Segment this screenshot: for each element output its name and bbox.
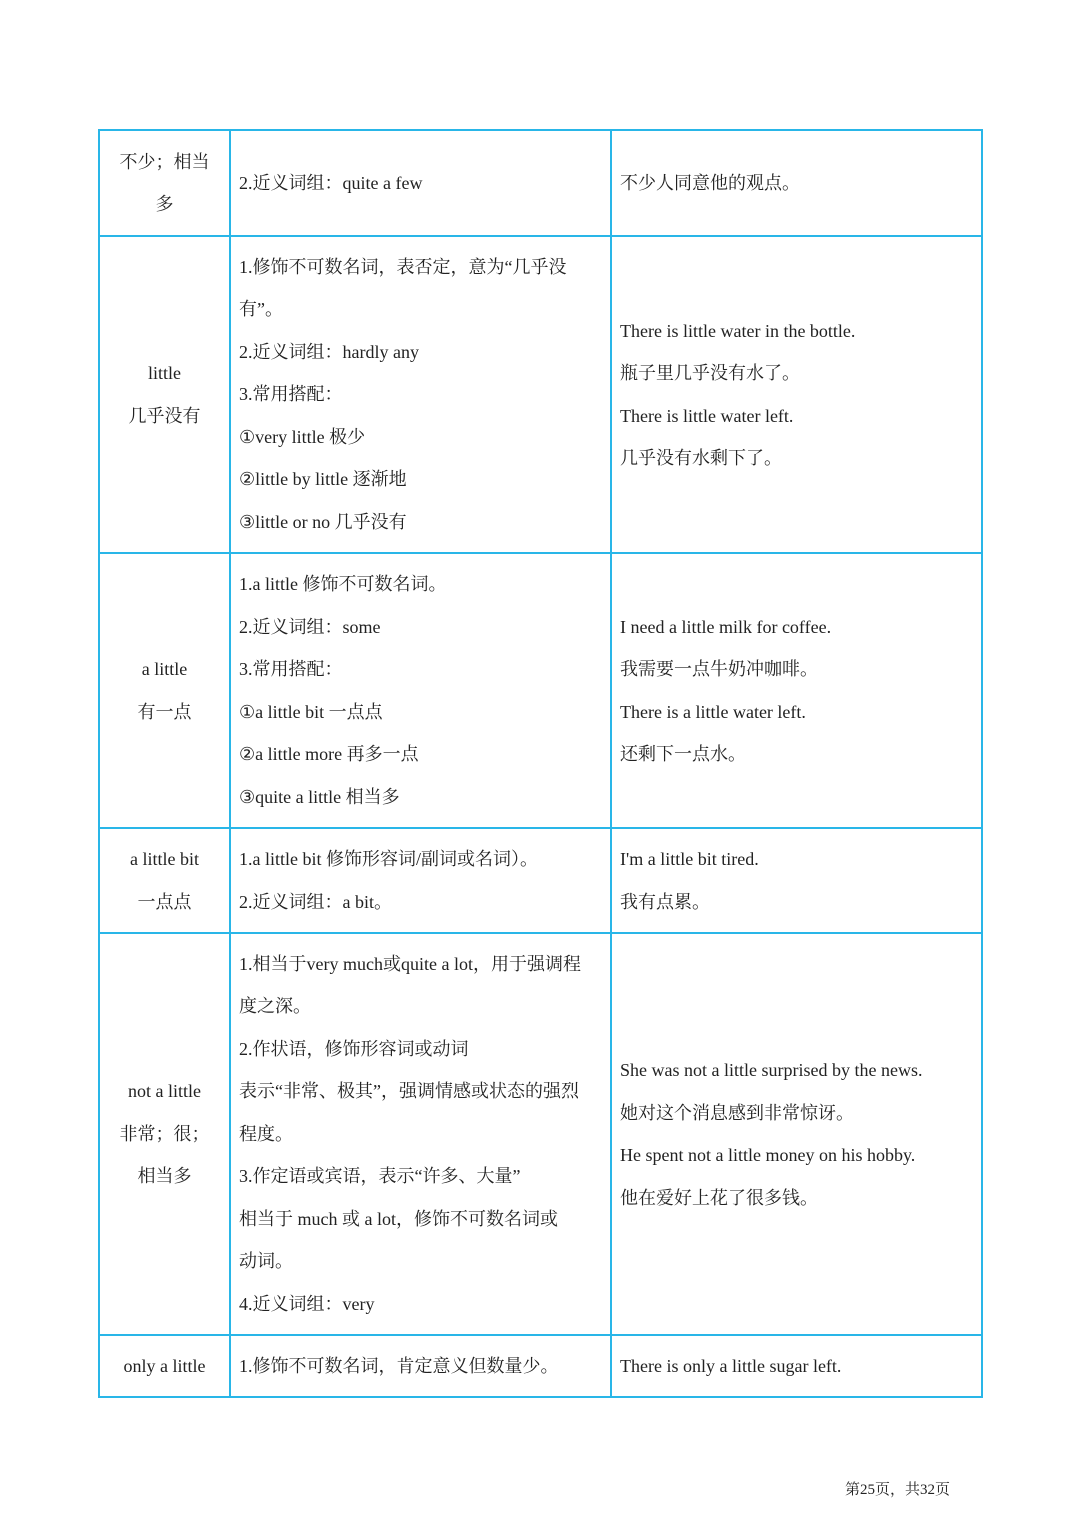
usage-line: 1.修饰不可数名词，肯定意义但数量少。 bbox=[239, 1355, 559, 1376]
usage-line: 动词。 bbox=[239, 1251, 293, 1272]
term-cell bbox=[99, 236, 230, 553]
example-line: 我需要一点牛奶冲咖啡。 bbox=[620, 659, 818, 679]
usage-line: ③little or no 几乎没有 bbox=[239, 511, 407, 532]
example-line: There is little water in the bottle. bbox=[620, 320, 856, 341]
usage-line: 2.作状语，修饰形容词或动词 bbox=[239, 1038, 469, 1059]
usage-cell bbox=[230, 828, 611, 933]
example-cell bbox=[611, 130, 982, 236]
term-line: 几乎没有 bbox=[128, 405, 201, 426]
example-line: He spent not a little money on his hobby. bbox=[620, 1145, 916, 1165]
term-cell bbox=[99, 828, 230, 933]
usage-line: 1.相当于very much或quite a lot，用于强调程 bbox=[239, 953, 581, 974]
page-number: 第25页，共32页 bbox=[845, 1482, 951, 1498]
example-cell bbox=[611, 828, 982, 933]
usage-line: 度之深。 bbox=[239, 996, 311, 1017]
usage-line: 2.近义词组：some bbox=[239, 616, 381, 637]
usage-line: 3.作定语或宾语，表示“许多、大量” bbox=[239, 1166, 521, 1187]
usage-line: 1.a little 修饰不可数名词。 bbox=[239, 574, 447, 594]
term-cell bbox=[99, 933, 230, 1335]
example-line: There is little water left. bbox=[620, 405, 794, 426]
example-cell bbox=[611, 933, 982, 1335]
vocabulary-table bbox=[98, 129, 983, 1398]
term-line: 有一点 bbox=[137, 701, 192, 722]
usage-line: 2.近义词组：hardly any bbox=[239, 341, 419, 362]
table-row bbox=[99, 553, 982, 828]
term-line: not a little bbox=[128, 1081, 201, 1102]
table-row bbox=[99, 828, 982, 933]
example-line: I'm a little bit tired. bbox=[620, 849, 759, 869]
example-line: 还剩下一点水。 bbox=[620, 744, 746, 764]
usage-line: 相当于 much 或 a lot，修饰不可数名词或 bbox=[239, 1208, 558, 1229]
term-cell bbox=[99, 553, 230, 828]
usage-cell bbox=[230, 1335, 611, 1397]
example-line: I need a little milk for coffee. bbox=[620, 616, 832, 637]
usage-line: 3.常用搭配： bbox=[239, 384, 343, 405]
table-row bbox=[99, 1335, 982, 1397]
usage-cell bbox=[230, 130, 611, 236]
usage-line: ②a little more 再多一点 bbox=[239, 744, 419, 764]
example-cell bbox=[611, 236, 982, 553]
usage-line: ②little by little 逐渐地 bbox=[239, 469, 407, 490]
term-cell bbox=[99, 1335, 230, 1397]
example-cell bbox=[611, 1335, 982, 1397]
example-line: There is a little water left. bbox=[620, 701, 806, 722]
table-row bbox=[99, 933, 982, 1335]
usage-line: 2.近义词组：a bit。 bbox=[239, 891, 392, 912]
term-line: 非常；很； bbox=[119, 1123, 210, 1144]
usage-line: 2.近义词组：quite a few bbox=[239, 172, 423, 193]
example-line: 我有点累。 bbox=[620, 891, 710, 912]
usage-line: 表示“非常、极其”，强调情感或状态的强烈 bbox=[239, 1081, 579, 1102]
term-line: 多 bbox=[155, 194, 174, 214]
example-line: 他在爱好上花了很多钱。 bbox=[620, 1187, 818, 1208]
usage-line: 3.常用搭配： bbox=[239, 659, 343, 679]
term-line: a little bit bbox=[130, 849, 199, 869]
term-line: 一点点 bbox=[137, 891, 192, 912]
term-cell bbox=[99, 130, 230, 236]
usage-cell bbox=[230, 553, 611, 828]
usage-line: ③quite a little 相当多 bbox=[239, 786, 400, 807]
usage-line: 有”。 bbox=[239, 299, 283, 320]
example-line: 不少人同意他的观点。 bbox=[620, 172, 800, 193]
example-line: There is only a little sugar left. bbox=[620, 1355, 842, 1376]
usage-line: 1.修饰不可数名词，表否定，意为“几乎没 bbox=[239, 256, 567, 277]
table-row bbox=[99, 130, 982, 236]
term-line: a little bbox=[141, 659, 188, 679]
example-line: 她对这个消息感到非常惊讶。 bbox=[620, 1102, 854, 1123]
term-line: little bbox=[148, 363, 181, 383]
usage-line: 程度。 bbox=[239, 1123, 293, 1144]
example-line: 瓶子里几乎没有水了。 bbox=[620, 363, 800, 383]
example-line: She was not a little surprised by the news. bbox=[620, 1060, 923, 1080]
term-line: only a little bbox=[123, 1355, 206, 1376]
term-line: 相当多 bbox=[137, 1166, 192, 1187]
usage-cell bbox=[230, 933, 611, 1335]
example-line: 几乎没有水剩下了。 bbox=[620, 448, 782, 468]
example-cell bbox=[611, 553, 982, 828]
usage-line: ①a little bit 一点点 bbox=[239, 701, 383, 722]
usage-line: 4.近义词组：very bbox=[239, 1293, 375, 1314]
term-line: 不少；相当 bbox=[119, 151, 210, 172]
usage-line: 1.a little bit 修饰形容词/副词或名词）。 bbox=[239, 849, 538, 869]
usage-cell bbox=[230, 236, 611, 553]
table-row bbox=[99, 236, 982, 553]
usage-line: ①very little 极少 bbox=[239, 426, 366, 447]
